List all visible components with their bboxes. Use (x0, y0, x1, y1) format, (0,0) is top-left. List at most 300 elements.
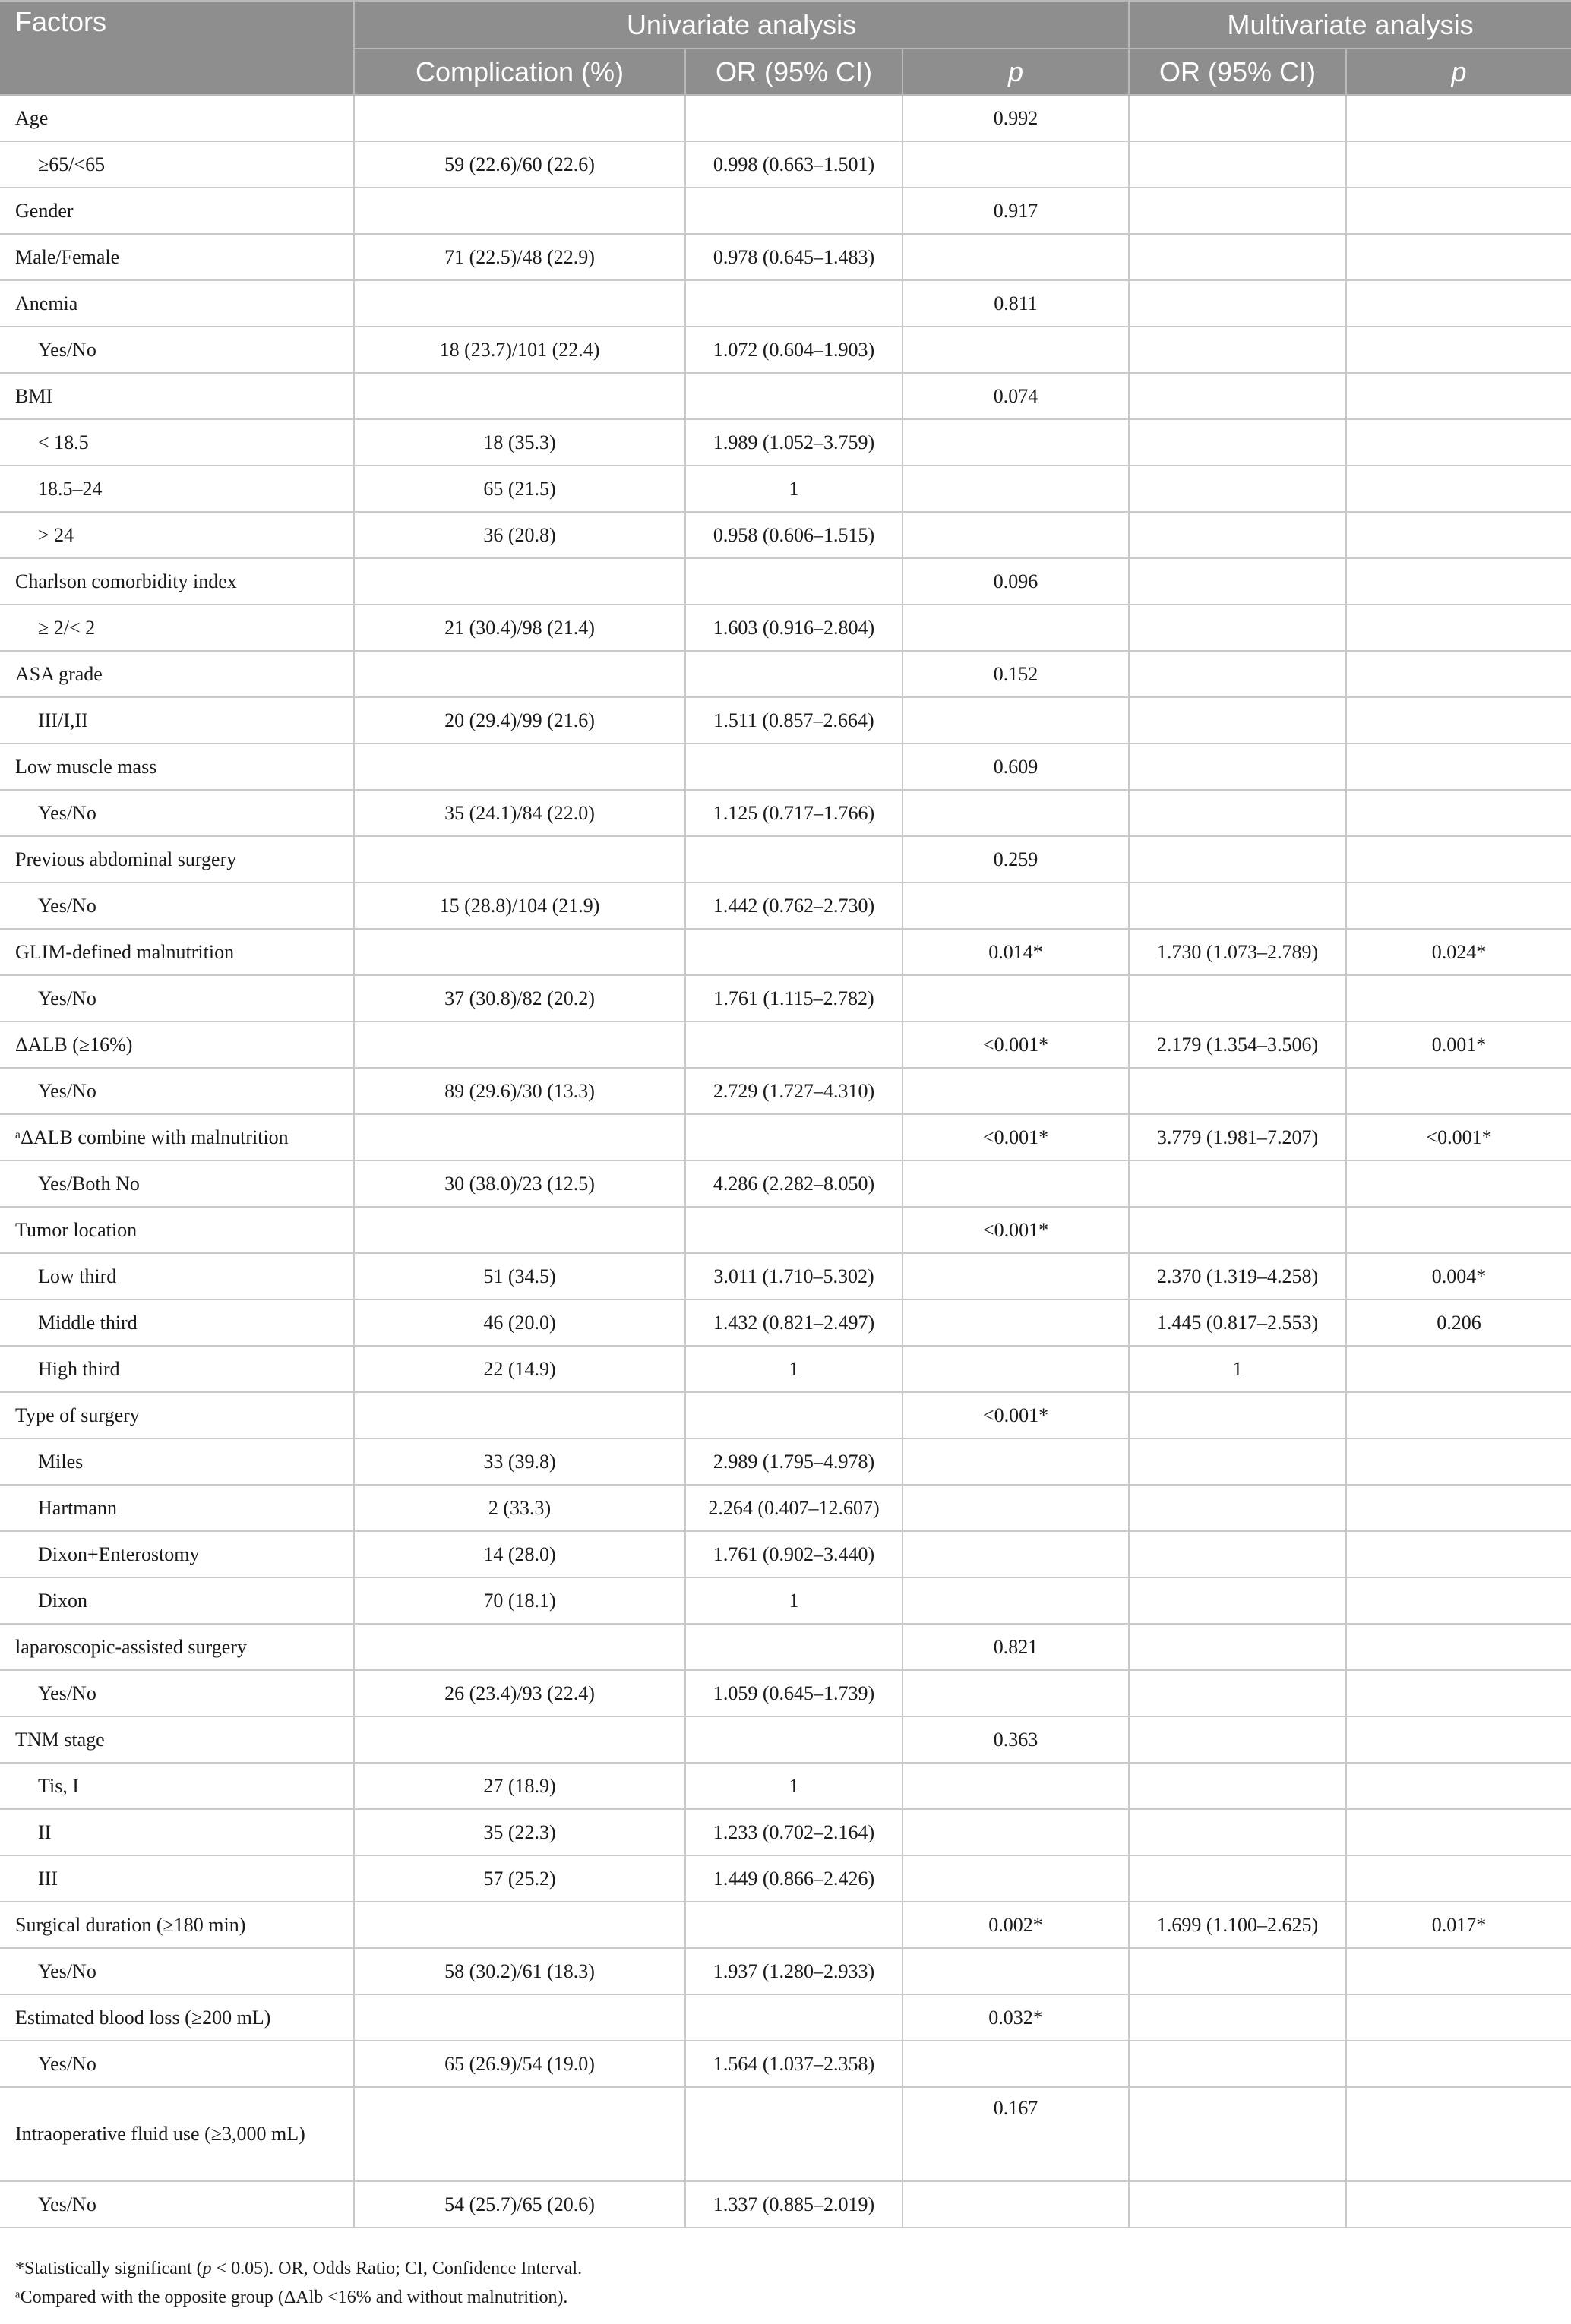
table-row (0, 1068, 1571, 1114)
multivariate-p-cell (1346, 512, 1571, 558)
multivariate-p-cell: 0.024* (1346, 929, 1571, 975)
univariate-or-cell (685, 836, 902, 883)
complication-cell: 14 (28.0) (354, 1531, 685, 1577)
univariate-p-cell: <0.001* (902, 1392, 1129, 1438)
table-row (0, 373, 1571, 419)
multivariate-or-cell (1129, 1531, 1346, 1577)
multivariate-p-cell (1346, 95, 1571, 141)
univariate-or-cell: 2.729 (1.727–4.310) (685, 1068, 902, 1114)
multivariate-p-cell (1346, 1160, 1571, 1207)
multivariate-or-cell (1129, 280, 1346, 327)
table-row (0, 466, 1571, 512)
complication-cell: 46 (20.0) (354, 1299, 685, 1346)
univariate-or-header: OR (95% CI) (685, 49, 902, 95)
multivariate-p-cell (1346, 141, 1571, 188)
univariate-or-cell (685, 1902, 902, 1948)
complication-cell (354, 836, 685, 883)
complication-cell (354, 558, 685, 605)
table-header (0, 1, 1571, 95)
univariate-p-cell (902, 1346, 1129, 1392)
table-row (0, 1299, 1571, 1346)
univariate-p-cell (902, 1485, 1129, 1531)
table-row (0, 2181, 1571, 2228)
multivariate-or-cell (1129, 95, 1346, 141)
multivariate-or-cell (1129, 2087, 1346, 2181)
complication-cell: 37 (30.8)/82 (20.2) (354, 975, 685, 1021)
footnote-significance-text: *Statistically significant ( (15, 2259, 203, 2278)
factor-cell: Intraoperative fluid use (≥3,000 mL) (0, 2087, 354, 2181)
table-row (0, 141, 1571, 188)
footnote-comparison: ᵃCompared with the opposite group (ΔAlb <16% and without malnutrition). (15, 2288, 568, 2307)
multivariate-p-cell (1346, 280, 1571, 327)
multivariate-p-cell (1346, 790, 1571, 836)
univariate-p-cell: 0.014* (902, 929, 1129, 975)
multivariate-or-cell: 2.179 (1.354–3.506) (1129, 1021, 1346, 1068)
complication-cell (354, 1392, 685, 1438)
multivariate-p-cell (1346, 697, 1571, 744)
univariate-p-cell: 0.821 (902, 1624, 1129, 1670)
complication-cell (354, 1902, 685, 1948)
factor-cell: Yes/No (0, 1670, 354, 1716)
multivariate-or-cell (1129, 1716, 1346, 1763)
multivariate-or-cell (1129, 975, 1346, 1021)
multivariate-p-cell (1346, 1948, 1571, 1994)
univariate-or-cell: 0.998 (0.663–1.501) (685, 141, 902, 188)
factor-cell: Charlson comorbidity index (0, 558, 354, 605)
univariate-p-cell (902, 605, 1129, 651)
univariate-p-cell (902, 1299, 1129, 1346)
univariate-or-cell (685, 929, 902, 975)
factor-cell: Age (0, 95, 354, 141)
complication-cell (354, 744, 685, 790)
multivariate-p-cell (1346, 1670, 1571, 1716)
table-row (0, 1207, 1571, 1253)
multivariate-or-cell (1129, 1577, 1346, 1624)
table-row (0, 1160, 1571, 1207)
univariate-p-cell: 0.609 (902, 744, 1129, 790)
univariate-or-cell (685, 1207, 902, 1253)
multivariate-p-cell (1346, 1716, 1571, 1763)
univariate-or-cell: 1.761 (0.902–3.440) (685, 1531, 902, 1577)
factor-cell: Yes/No (0, 975, 354, 1021)
multivariate-p-cell (1346, 651, 1571, 697)
multivariate-or-cell (1129, 1994, 1346, 2041)
multivariate-or-cell: 1.445 (0.817–2.553) (1129, 1299, 1346, 1346)
complication-cell (354, 95, 685, 141)
factor-cell: Yes/No (0, 2181, 354, 2228)
univariate-p-cell: 0.096 (902, 558, 1129, 605)
multivariate-p-cell (1346, 1346, 1571, 1392)
univariate-p-cell (902, 883, 1129, 929)
univariate-p-header: p (902, 49, 1129, 95)
multivariate-or-cell (1129, 1948, 1346, 1994)
complication-cell (354, 2087, 685, 2181)
multivariate-or-cell (1129, 1624, 1346, 1670)
table-row (0, 929, 1571, 975)
table-row (0, 1392, 1571, 1438)
complication-cell: 30 (38.0)/23 (12.5) (354, 1160, 685, 1207)
factor-cell: Previous abdominal surgery (0, 836, 354, 883)
univariate-or-cell: 4.286 (2.282–8.050) (685, 1160, 902, 1207)
factor-cell: ≥ 2/< 2 (0, 605, 354, 651)
univariate-or-cell (685, 1021, 902, 1068)
complication-cell: 22 (14.9) (354, 1346, 685, 1392)
complication-cell (354, 373, 685, 419)
factor-cell: Yes/No (0, 883, 354, 929)
multivariate-or-cell (1129, 651, 1346, 697)
multivariate-p-cell (1346, 605, 1571, 651)
table-row (0, 327, 1571, 373)
univariate-or-cell: 1.564 (1.037–2.358) (685, 2041, 902, 2087)
univariate-or-cell: 1.761 (1.115–2.782) (685, 975, 902, 1021)
table-row (0, 1809, 1571, 1855)
complication-cell: 18 (23.7)/101 (22.4) (354, 327, 685, 373)
multivariate-or-cell (1129, 605, 1346, 651)
multivariate-or-cell (1129, 1160, 1346, 1207)
univariate-p-cell: 0.032* (902, 1994, 1129, 2041)
univariate-p-cell (902, 1531, 1129, 1577)
multivariate-p-cell (1346, 1531, 1571, 1577)
table-row (0, 1624, 1571, 1670)
table-row (0, 2041, 1571, 2087)
univariate-or-cell (685, 280, 902, 327)
univariate-or-cell (685, 1994, 902, 2041)
factor-cell: Tumor location (0, 1207, 354, 1253)
univariate-or-cell (685, 373, 902, 419)
footnote-significance (15, 2259, 582, 2279)
univariate-p-cell (902, 1438, 1129, 1485)
multivariate-p-cell: 0.206 (1346, 1299, 1571, 1346)
factor-cell: GLIM-defined malnutrition (0, 929, 354, 975)
univariate-or-cell: 1.603 (0.916–2.804) (685, 605, 902, 651)
multivariate-p-cell (1346, 1577, 1571, 1624)
multivariate-or-cell (1129, 466, 1346, 512)
multivariate-header: Multivariate analysis (1129, 1, 1571, 49)
multivariate-p-cell (1346, 234, 1571, 280)
factor-cell: laparoscopic-assisted surgery (0, 1624, 354, 1670)
multivariate-p-cell (1346, 1763, 1571, 1809)
factor-cell: Yes/No (0, 1948, 354, 1994)
univariate-p-cell (902, 1948, 1129, 1994)
multivariate-or-cell (1129, 883, 1346, 929)
factor-cell: Yes/Both No (0, 1160, 354, 1207)
univariate-p-cell (902, 1253, 1129, 1299)
factor-cell: 18.5–24 (0, 466, 354, 512)
complication-cell (354, 188, 685, 234)
univariate-p-cell: 0.074 (902, 373, 1129, 419)
table-row (0, 651, 1571, 697)
multivariate-or-cell (1129, 1207, 1346, 1253)
complication-cell: 51 (34.5) (354, 1253, 685, 1299)
univariate-p-cell (902, 1809, 1129, 1855)
univariate-or-cell: 1.125 (0.717–1.766) (685, 790, 902, 836)
univariate-or-cell (685, 1624, 902, 1670)
multivariate-or-cell (1129, 373, 1346, 419)
complication-cell: 70 (18.1) (354, 1577, 685, 1624)
multivariate-or-cell: 1.699 (1.100–2.625) (1129, 1902, 1346, 1948)
factor-cell: BMI (0, 373, 354, 419)
complication-cell: 33 (39.8) (354, 1438, 685, 1485)
univariate-or-cell (685, 651, 902, 697)
factor-cell: Type of surgery (0, 1392, 354, 1438)
factor-cell: III/I,II (0, 697, 354, 744)
multivariate-or-cell (1129, 1485, 1346, 1531)
univariate-p-cell: 0.002* (902, 1902, 1129, 1948)
complication-cell: 27 (18.9) (354, 1763, 685, 1809)
table-row (0, 234, 1571, 280)
multivariate-or-cell (1129, 697, 1346, 744)
table-row (0, 1948, 1571, 1994)
univariate-p-cell (902, 975, 1129, 1021)
complication-cell: 15 (28.8)/104 (21.9) (354, 883, 685, 929)
multivariate-or-cell: 3.779 (1.981–7.207) (1129, 1114, 1346, 1160)
univariate-or-cell: 0.958 (0.606–1.515) (685, 512, 902, 558)
univariate-or-cell: 1.072 (0.604–1.903) (685, 327, 902, 373)
univariate-or-cell: 1.989 (1.052–3.759) (685, 419, 902, 466)
factor-cell: Low muscle mass (0, 744, 354, 790)
multivariate-or-cell (1129, 234, 1346, 280)
univariate-or-cell (685, 1114, 902, 1160)
complication-cell: 54 (25.7)/65 (20.6) (354, 2181, 685, 2228)
univariate-p-cell (902, 419, 1129, 466)
univariate-p-cell (902, 2181, 1129, 2228)
complication-cell: 57 (25.2) (354, 1855, 685, 1902)
univariate-p-cell (902, 1670, 1129, 1716)
univariate-or-cell (685, 1716, 902, 1763)
table-row (0, 1902, 1571, 1948)
factor-cell: TNM stage (0, 1716, 354, 1763)
univariate-or-cell (685, 558, 902, 605)
table-row (0, 883, 1571, 929)
univariate-p-cell (902, 1160, 1129, 1207)
table-row (0, 1114, 1571, 1160)
multivariate-p-cell (1346, 1855, 1571, 1902)
univariate-or-cell: 2.264 (0.407–12.607) (685, 1485, 902, 1531)
factor-cell: < 18.5 (0, 419, 354, 466)
factor-cell: Yes/No (0, 790, 354, 836)
complication-cell: 2 (33.3) (354, 1485, 685, 1531)
multivariate-p-cell (1346, 2087, 1571, 2181)
univariate-p-cell (902, 327, 1129, 373)
univariate-p-cell: 0.917 (902, 188, 1129, 234)
complication-cell: 36 (20.8) (354, 512, 685, 558)
factor-cell: Male/Female (0, 234, 354, 280)
univariate-or-cell: 1.442 (0.762–2.730) (685, 883, 902, 929)
multivariate-p-cell: 0.001* (1346, 1021, 1571, 1068)
univariate-p-cell (902, 1068, 1129, 1114)
multivariate-or-cell (1129, 1670, 1346, 1716)
multivariate-or-cell (1129, 744, 1346, 790)
multivariate-p-cell (1346, 975, 1571, 1021)
multivariate-p-cell (1346, 1994, 1571, 2041)
univariate-or-cell: 0.978 (0.645–1.483) (685, 234, 902, 280)
multivariate-p-cell (1346, 1207, 1571, 1253)
univariate-p-cell (902, 141, 1129, 188)
multivariate-or-cell (1129, 1763, 1346, 1809)
univariate-or-cell: 1.449 (0.866–2.426) (685, 1855, 902, 1902)
complication-cell (354, 1114, 685, 1160)
footnote-p-symbol: p (202, 2259, 212, 2278)
univariate-p-cell (902, 697, 1129, 744)
multivariate-or-cell (1129, 836, 1346, 883)
univariate-p-cell: 0.811 (902, 280, 1129, 327)
complication-cell (354, 1021, 685, 1068)
univariate-p-cell: <0.001* (902, 1021, 1129, 1068)
univariate-or-cell: 3.011 (1.710–5.302) (685, 1253, 902, 1299)
multivariate-p-cell (1346, 744, 1571, 790)
table-row (0, 697, 1571, 744)
complication-cell: 35 (24.1)/84 (22.0) (354, 790, 685, 836)
factor-cell: High third (0, 1346, 354, 1392)
multivariate-or-cell: 1.730 (1.073–2.789) (1129, 929, 1346, 975)
factor-cell: ASA grade (0, 651, 354, 697)
multivariate-or-cell (1129, 1392, 1346, 1438)
complication-cell (354, 1624, 685, 1670)
univariate-p-cell (902, 1855, 1129, 1902)
multivariate-p-cell (1346, 883, 1571, 929)
univariate-or-cell: 1.937 (1.280–2.933) (685, 1948, 902, 1994)
univariate-p-cell (902, 2041, 1129, 2087)
complication-cell: 21 (30.4)/98 (21.4) (354, 605, 685, 651)
table-row (0, 95, 1571, 141)
complication-cell: 35 (22.3) (354, 1809, 685, 1855)
factor-cell: Low third (0, 1253, 354, 1299)
multivariate-p-cell (1346, 836, 1571, 883)
multivariate-or-cell: 2.370 (1.319–4.258) (1129, 1253, 1346, 1299)
multivariate-p-cell (1346, 1624, 1571, 1670)
table-row (0, 1670, 1571, 1716)
multivariate-or-cell: 1 (1129, 1346, 1346, 1392)
multivariate-or-cell (1129, 188, 1346, 234)
table-row (0, 1346, 1571, 1392)
complication-cell: 59 (22.6)/60 (22.6) (354, 141, 685, 188)
univariate-p-cell (902, 1763, 1129, 1809)
univariate-p-cell: 0.363 (902, 1716, 1129, 1763)
factor-cell: Dixon+Enterostomy (0, 1531, 354, 1577)
univariate-or-cell (685, 1392, 902, 1438)
multivariate-p-cell (1346, 1068, 1571, 1114)
table-row (0, 558, 1571, 605)
complication-cell: 65 (26.9)/54 (19.0) (354, 2041, 685, 2087)
multivariate-p-cell (1346, 327, 1571, 373)
table-row (0, 188, 1571, 234)
univariate-p-cell (902, 1577, 1129, 1624)
univariate-or-cell: 1 (685, 1346, 902, 1392)
multivariate-or-cell (1129, 327, 1346, 373)
multivariate-or-cell (1129, 1438, 1346, 1485)
factor-cell: Yes/No (0, 2041, 354, 2087)
multivariate-p-cell (1346, 2041, 1571, 2087)
complication-cell (354, 1994, 685, 2041)
univariate-or-cell (685, 95, 902, 141)
factor-cell: Estimated blood loss (≥200 mL) (0, 1994, 354, 2041)
table-row (0, 1716, 1571, 1763)
univariate-or-cell: 1.337 (0.885–2.019) (685, 2181, 902, 2228)
univariate-p-cell (902, 790, 1129, 836)
univariate-or-cell: 1 (685, 1577, 902, 1624)
table-row (0, 1855, 1571, 1902)
complication-cell (354, 1207, 685, 1253)
table-row (0, 975, 1571, 1021)
multivariate-p-header: p (1346, 49, 1571, 95)
multivariate-p-cell (1346, 2181, 1571, 2228)
univariate-p-cell: <0.001* (902, 1207, 1129, 1253)
multivariate-p-cell (1346, 419, 1571, 466)
complication-cell: 20 (29.4)/99 (21.6) (354, 697, 685, 744)
complication-cell (354, 280, 685, 327)
table-row (0, 1763, 1571, 1809)
multivariate-or-cell (1129, 1809, 1346, 1855)
univariate-or-cell (685, 2087, 902, 2181)
univariate-or-cell: 1 (685, 1763, 902, 1809)
factor-cell: II (0, 1809, 354, 1855)
factor-cell: III (0, 1855, 354, 1902)
multivariate-p-cell: 0.017* (1346, 1902, 1571, 1948)
complication-cell: 71 (22.5)/48 (22.9) (354, 234, 685, 280)
factor-cell: Yes/No (0, 1068, 354, 1114)
factor-cell: Dixon (0, 1577, 354, 1624)
univariate-or-cell: 2.989 (1.795–4.978) (685, 1438, 902, 1485)
table-row (0, 1021, 1571, 1068)
factor-cell: ≥65/<65 (0, 141, 354, 188)
univariate-or-cell: 1.432 (0.821–2.497) (685, 1299, 902, 1346)
table-row (0, 790, 1571, 836)
univariate-p-cell (902, 234, 1129, 280)
multivariate-or-cell (1129, 558, 1346, 605)
factor-cell: ΔALB (≥16%) (0, 1021, 354, 1068)
multivariate-p-cell (1346, 188, 1571, 234)
multivariate-or-cell (1129, 1068, 1346, 1114)
factors-header: Factors (0, 1, 354, 95)
multivariate-p-cell: 0.004* (1346, 1253, 1571, 1299)
table-row (0, 1531, 1571, 1577)
factor-cell: Anemia (0, 280, 354, 327)
table-row (0, 419, 1571, 466)
multivariate-p-cell (1346, 1485, 1571, 1531)
multivariate-p-cell (1346, 1438, 1571, 1485)
table-row (0, 744, 1571, 790)
table-row (0, 1485, 1571, 1531)
univariate-or-cell: 1.233 (0.702–2.164) (685, 1809, 902, 1855)
complication-cell: 26 (23.4)/93 (22.4) (354, 1670, 685, 1716)
table-body (0, 95, 1571, 2228)
complication-cell (354, 1716, 685, 1763)
univariate-p-cell (902, 512, 1129, 558)
table-row (0, 605, 1571, 651)
multivariate-or-cell (1129, 141, 1346, 188)
multivariate-p-cell (1346, 373, 1571, 419)
univariate-or-cell: 1.059 (0.645–1.739) (685, 1670, 902, 1716)
complication-cell (354, 929, 685, 975)
complication-header: Complication (%) (354, 49, 685, 95)
univariate-or-cell: 1 (685, 466, 902, 512)
univariate-header: Univariate analysis (354, 1, 1129, 49)
multivariate-or-cell (1129, 512, 1346, 558)
multivariate-p-cell (1346, 466, 1571, 512)
table-row (0, 836, 1571, 883)
factor-cell: ᵃΔALB combine with malnutrition (0, 1114, 354, 1160)
complication-cell: 18 (35.3) (354, 419, 685, 466)
univariate-p-cell: <0.001* (902, 1114, 1129, 1160)
factor-cell: Tis, I (0, 1763, 354, 1809)
table-row (0, 512, 1571, 558)
complication-cell: 58 (30.2)/61 (18.3) (354, 1948, 685, 1994)
multivariate-or-header: OR (95% CI) (1129, 49, 1346, 95)
multivariate-or-cell (1129, 2041, 1346, 2087)
multivariate-p-cell: <0.001* (1346, 1114, 1571, 1160)
multivariate-or-cell (1129, 2181, 1346, 2228)
complication-cell: 89 (29.6)/30 (13.3) (354, 1068, 685, 1114)
